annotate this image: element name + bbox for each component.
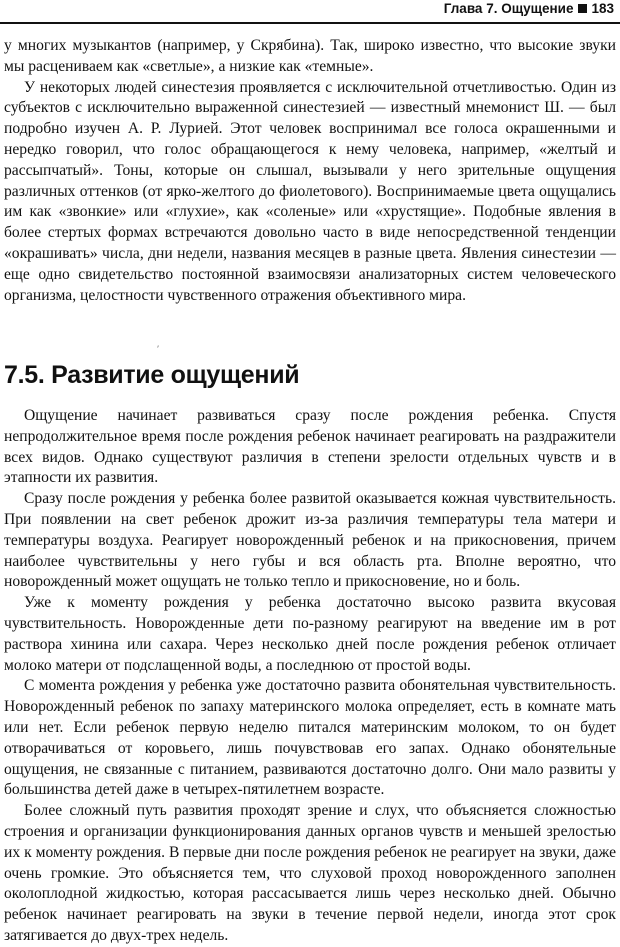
stray-print-mark: ⸴ — [157, 340, 160, 350]
paragraph: Ощущение начинает развиваться сразу после рождения ребенка. Спустя непродолжительное время после рождения ребенок начинает реагировать на раздражители всех видов. Однако существуют различия в степени зрелости отдельных чувств и в этапности их развития. — [4, 407, 616, 487]
section-heading: 7.5. Развитие ощущений — [4, 361, 300, 389]
paragraph: Более сложный путь развития проходят зрение и слух, что объясняется сложностью строения и организации функционирования данных органов чувств и меньшей зрелостью их к моменту рождения. В первые дни после рождения ребенок не реагирует на звуки, даже очень громкие. Это объясняется тем, что слуховой проход новорожденного заполнен околоплодной жидкостью, которая рассасывается лишь через несколько дней. Обычно ребенок начинает реагировать на звуки в течение первой недели, иногда этот срок затягивается до двух-трех недель. — [4, 802, 616, 944]
paragraph-synesthesia: У некоторых людей синестезия проявляется с исключительной отчетливостью. Один из субъектов с исключительно выраженной синестезией — известный мнемонист Ш. — был подробно изучен А. Р. Лурией. Этот человек воспринимал все голоса окрашенными и нередко говорил, что голос обращающегося к нему человека, например, «желтый и рассыпчатый». Тоны, которые он слышал, вызывали у него зрительные ощущения различных оттенков (от ярко-желтого до фиолетового). Воспринимаемые цвета ощущались им как «звонкие» или «глухие», как «соленые» или «хрустящие». Подобные явления в более стертых формах встречаются довольно часто в виде непосредственной тенденции «окрашивать» числа, дни недели, названия месяцев в разные цвета. Явления синестезии — еще одно свидетельство постоянной взаимосвязи анализаторных систем человеческого организма, целостности чувственного отражения объективного мира. — [4, 78, 616, 304]
paragraph: Сразу после рождения у ребенка более развитой оказывается кожная чувствительность. При появлении на свет ребенок дрожит из-за различия температуры тела матери и температуры воздуха. Реагирует новорожденный ребенок и на прикосновения, причем наиболее чувствительны у него губы и вся область рта. Вполне вероятно, что новорожденный может ощущать не только тепло и прикосновение, но и боль. — [4, 490, 616, 591]
paragraph: Уже к моменту рождения у ребенка достаточно высоко развита вкусовая чувствительность. Новорожденные дети по-разному реагируют на введение им в рот раствора хинина или сахара. Через несколько дней после рождения ребенок отличает молоко матери от подслащенной воды, а последнюю от простой воды. — [4, 594, 616, 674]
section-text-block — [4, 406, 616, 947]
page-number: 183 — [591, 1, 614, 16]
running-header — [0, 0, 620, 24]
paragraph-continuation: у многих музыкантов (например, у Скрябина). Так, широко известно, что высокие звуки мы расцениваем как «светлые», а низкие как «темные». — [4, 37, 616, 75]
separator-square-icon — [578, 4, 587, 13]
top-text-block — [4, 36, 616, 306]
running-header-text — [444, 1, 614, 16]
chapter-title: Глава 7. Ощущение — [443, 1, 574, 16]
paragraph: С момента рождения у ребенка уже достаточно развита обонятельная чувствительность. Новорожденный ребенок по запаху материнского молока определяет, есть в комнате мать или нет. Если ребенок первую неделю питался материнским молоком, то он будет отворачиваться от коровьего, лишь почувствовав его запах. Однако обонятельные ощущения, не связанные с питанием, развиваются достаточно долго. Они мало развиты у большинства детей даже в четырех-пятилетнем возрасте. — [4, 677, 616, 799]
